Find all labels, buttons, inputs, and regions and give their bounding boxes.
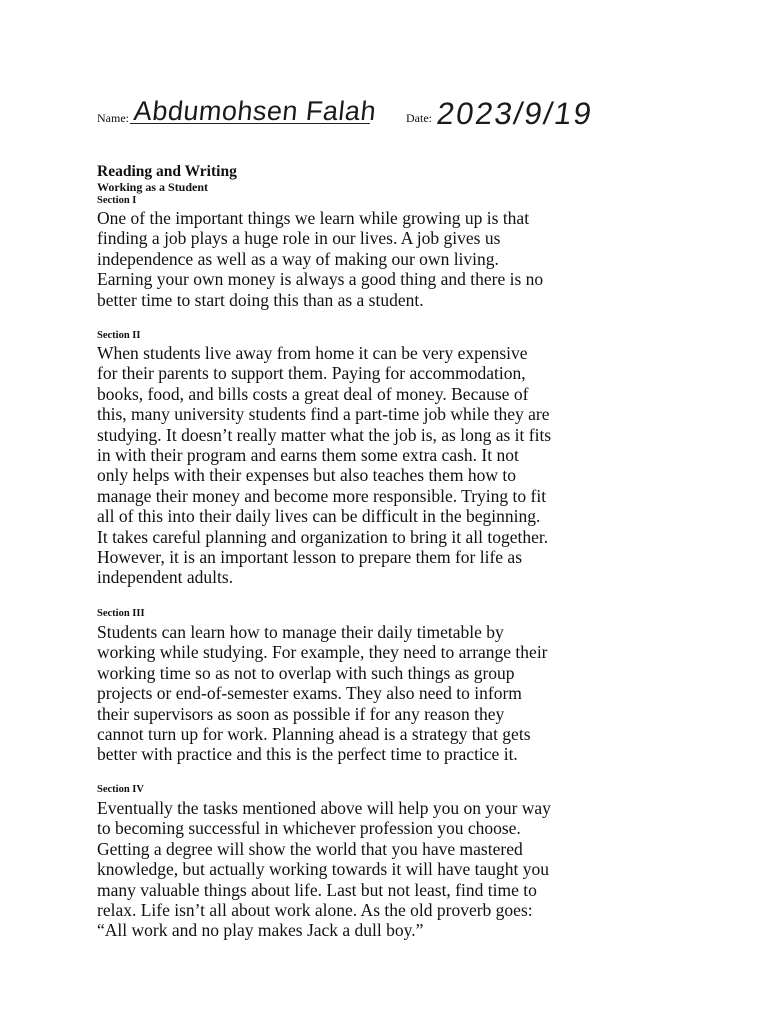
paragraph-line: independence as well as a way of making our own living. [97, 248, 499, 269]
handwritten-name: Abdumohsen Falah [132, 96, 378, 126]
document-title: Reading and Writing [97, 163, 237, 180]
paragraph-line: only helps with their expenses but also teaches them how to [97, 465, 516, 486]
paragraph-line: finding a job plays a huge role in our lives. A job gives us [97, 228, 501, 249]
paragraph-line: When students live away from home it can be very expensive [97, 343, 528, 363]
paragraph-line: their supervisors as soon as possible if for any reason they [97, 703, 505, 724]
name-label: Name: [97, 111, 129, 125]
paragraph-line: working time so as not to overlap with such things as group [97, 662, 515, 683]
paragraph-line: knowledge, but actually working towards it will have taught you [97, 859, 549, 880]
section-3-paragraph [97, 622, 587, 765]
paragraph-line: cannot turn up for work. Planning ahead is a strategy that gets [97, 724, 531, 745]
paragraph-line: One of the important things we learn while growing up is that [97, 208, 530, 228]
paragraph-line: better time to start doing this than as a student. [97, 289, 424, 310]
section-2-paragraph [97, 343, 587, 588]
paragraph-line: for their parents to support them. Paying for accommodation, [97, 363, 526, 384]
paragraph-line: better with practice and this is the perfect time to practice it. [97, 744, 518, 765]
section-1-heading: Section I [97, 195, 137, 206]
paragraph-line: working while studying. For example, they need to arrange their [97, 642, 548, 663]
handwritten-date: 2023/9/19 [434, 96, 596, 131]
paragraph-line: However, it is an important lesson to prepare them for life as [97, 547, 523, 568]
section-4-heading: Section IV [97, 784, 144, 795]
paragraph-line: to becoming successful in whichever profession you choose. [97, 818, 521, 839]
paragraph-line: independent adults. [97, 567, 234, 588]
paragraph-line: projects or end-of-semester exams. They also need to inform [97, 683, 522, 704]
paragraph-line: in with their program and earns them some extra cash. It not [97, 445, 519, 466]
paragraph-line: manage their money and become more responsible. Trying to fit [97, 485, 547, 506]
paragraph-line: Eventually the tasks mentioned above will help you on your way [97, 798, 551, 818]
paragraph-line: relax. Life isn’t all about work alone. As the old proverb goes: [97, 900, 533, 921]
paragraph-line: all of this into their daily lives can be difficult in the beginning. [97, 506, 541, 527]
date-label: Date: [406, 111, 432, 125]
paragraph-line: Getting a degree will show the world that you have mastered [97, 838, 523, 859]
paragraph-line: “All work and no play makes Jack a dull boy.” [97, 920, 424, 941]
section-4-paragraph [97, 798, 587, 941]
section-2-heading: Section II [97, 330, 141, 341]
paragraph-line: this, many university students find a part-time job while they are [97, 404, 550, 425]
section-1-paragraph [97, 208, 587, 310]
paragraph-line: It takes careful planning and organization to bring it all together. [97, 526, 549, 547]
paragraph-line: Earning your own money is always a good thing and there is no [97, 269, 544, 290]
document-subtitle: Working as a Student [97, 180, 209, 194]
section-3-heading: Section III [97, 608, 145, 619]
paragraph-line: many valuable things about life. Last but not least, find time to [97, 879, 537, 900]
paragraph-line: Students can learn how to manage their daily timetable by [97, 622, 504, 642]
paragraph-line: studying. It doesn’t really matter what the job is, as long as it fits [97, 424, 552, 445]
paragraph-line: books, food, and bills costs a great deal of money. Because of [97, 383, 529, 404]
